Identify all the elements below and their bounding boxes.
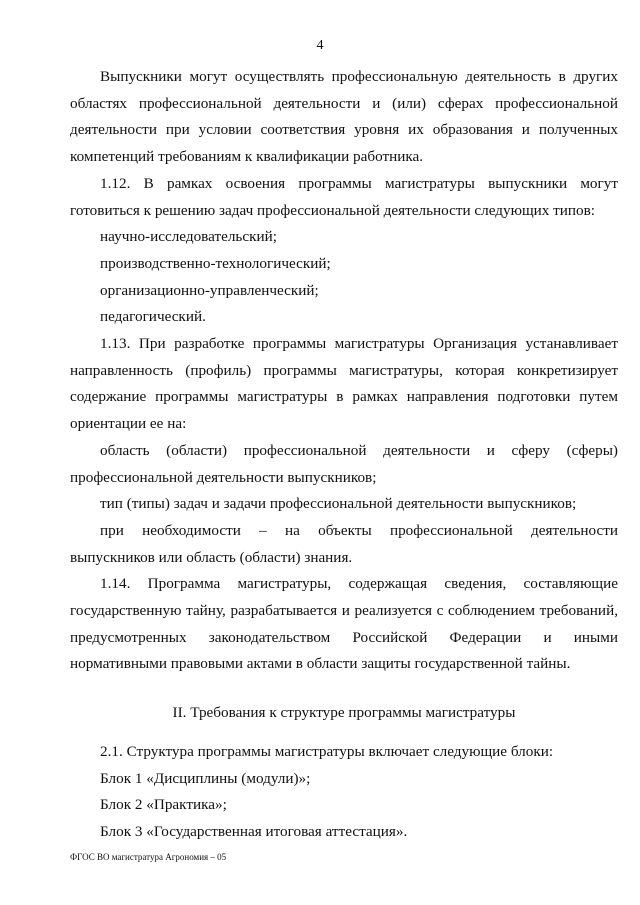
list-item-management: организационно-управленческий; — [100, 281, 319, 299]
page-number: 4 — [316, 38, 324, 53]
paragraph-1-14: 1.14. Программа магистратуры, содержащая сведения, составляющие государственную тайну, разрабатывается и реализуется с соблюдением требований, предусмотренных законодательством Российской Федерации и иными нормативными правовыми актами в области защиты государственной тайны. — [70, 575, 618, 673]
section-heading: II. Требования к структуре программы магистратуры — [172, 704, 516, 722]
list-item-block-1: Блок 1 «Дисциплины (модули)»; — [100, 769, 311, 787]
list-item-block-2: Блок 2 «Практика»; — [100, 796, 227, 814]
list-item-area-sphere: область (области) профессиональной деятельности и сферу (сферы) профессиональной деятельности выпускников; — [70, 441, 618, 486]
document-footer: ФГОС ВО магистратура Агрономия – 05 — [70, 852, 227, 862]
list-item-objects: при необходимости – на объекты профессиональной деятельности выпускников или область (области) знания. — [70, 521, 618, 566]
list-item-task-types: тип (типы) задач и задачи профессиональной деятельности выпускников; — [100, 495, 577, 513]
paragraph-1-13: 1.13. При разработке программы магистратуры Организация устанавливает направленность (профиль) программы магистратуры, которая конкретизирует содержание программы магистратуры в рамках направления подготовки путем ориентации ее на: — [70, 335, 618, 433]
list-item-block-3: Блок 3 «Государственная итоговая аттестация». — [100, 822, 408, 840]
body-text — [70, 64, 618, 846]
paragraph-2-1: 2.1. Структура программы магистратуры включает следующие блоки: — [100, 742, 554, 760]
paragraph-graduates-other-areas: Выпускники могут осуществлять профессиональную деятельность в других областях профессиональной деятельности и (или) сферах профессиональной деятельности при условии соответствия уровня их образования и полученных компетенций требованиям к квалификации работника. — [70, 68, 618, 166]
list-item-production: производственно-технологический; — [100, 254, 331, 272]
paragraph-1-12: 1.12. В рамках освоения программы магистратуры выпускники могут готовиться к решению задач профессиональной деятельности следующих типов: — [70, 174, 618, 219]
list-item-research: научно-исследовательский; — [100, 228, 277, 246]
list-item-pedagogical: педагогический. — [100, 308, 206, 326]
